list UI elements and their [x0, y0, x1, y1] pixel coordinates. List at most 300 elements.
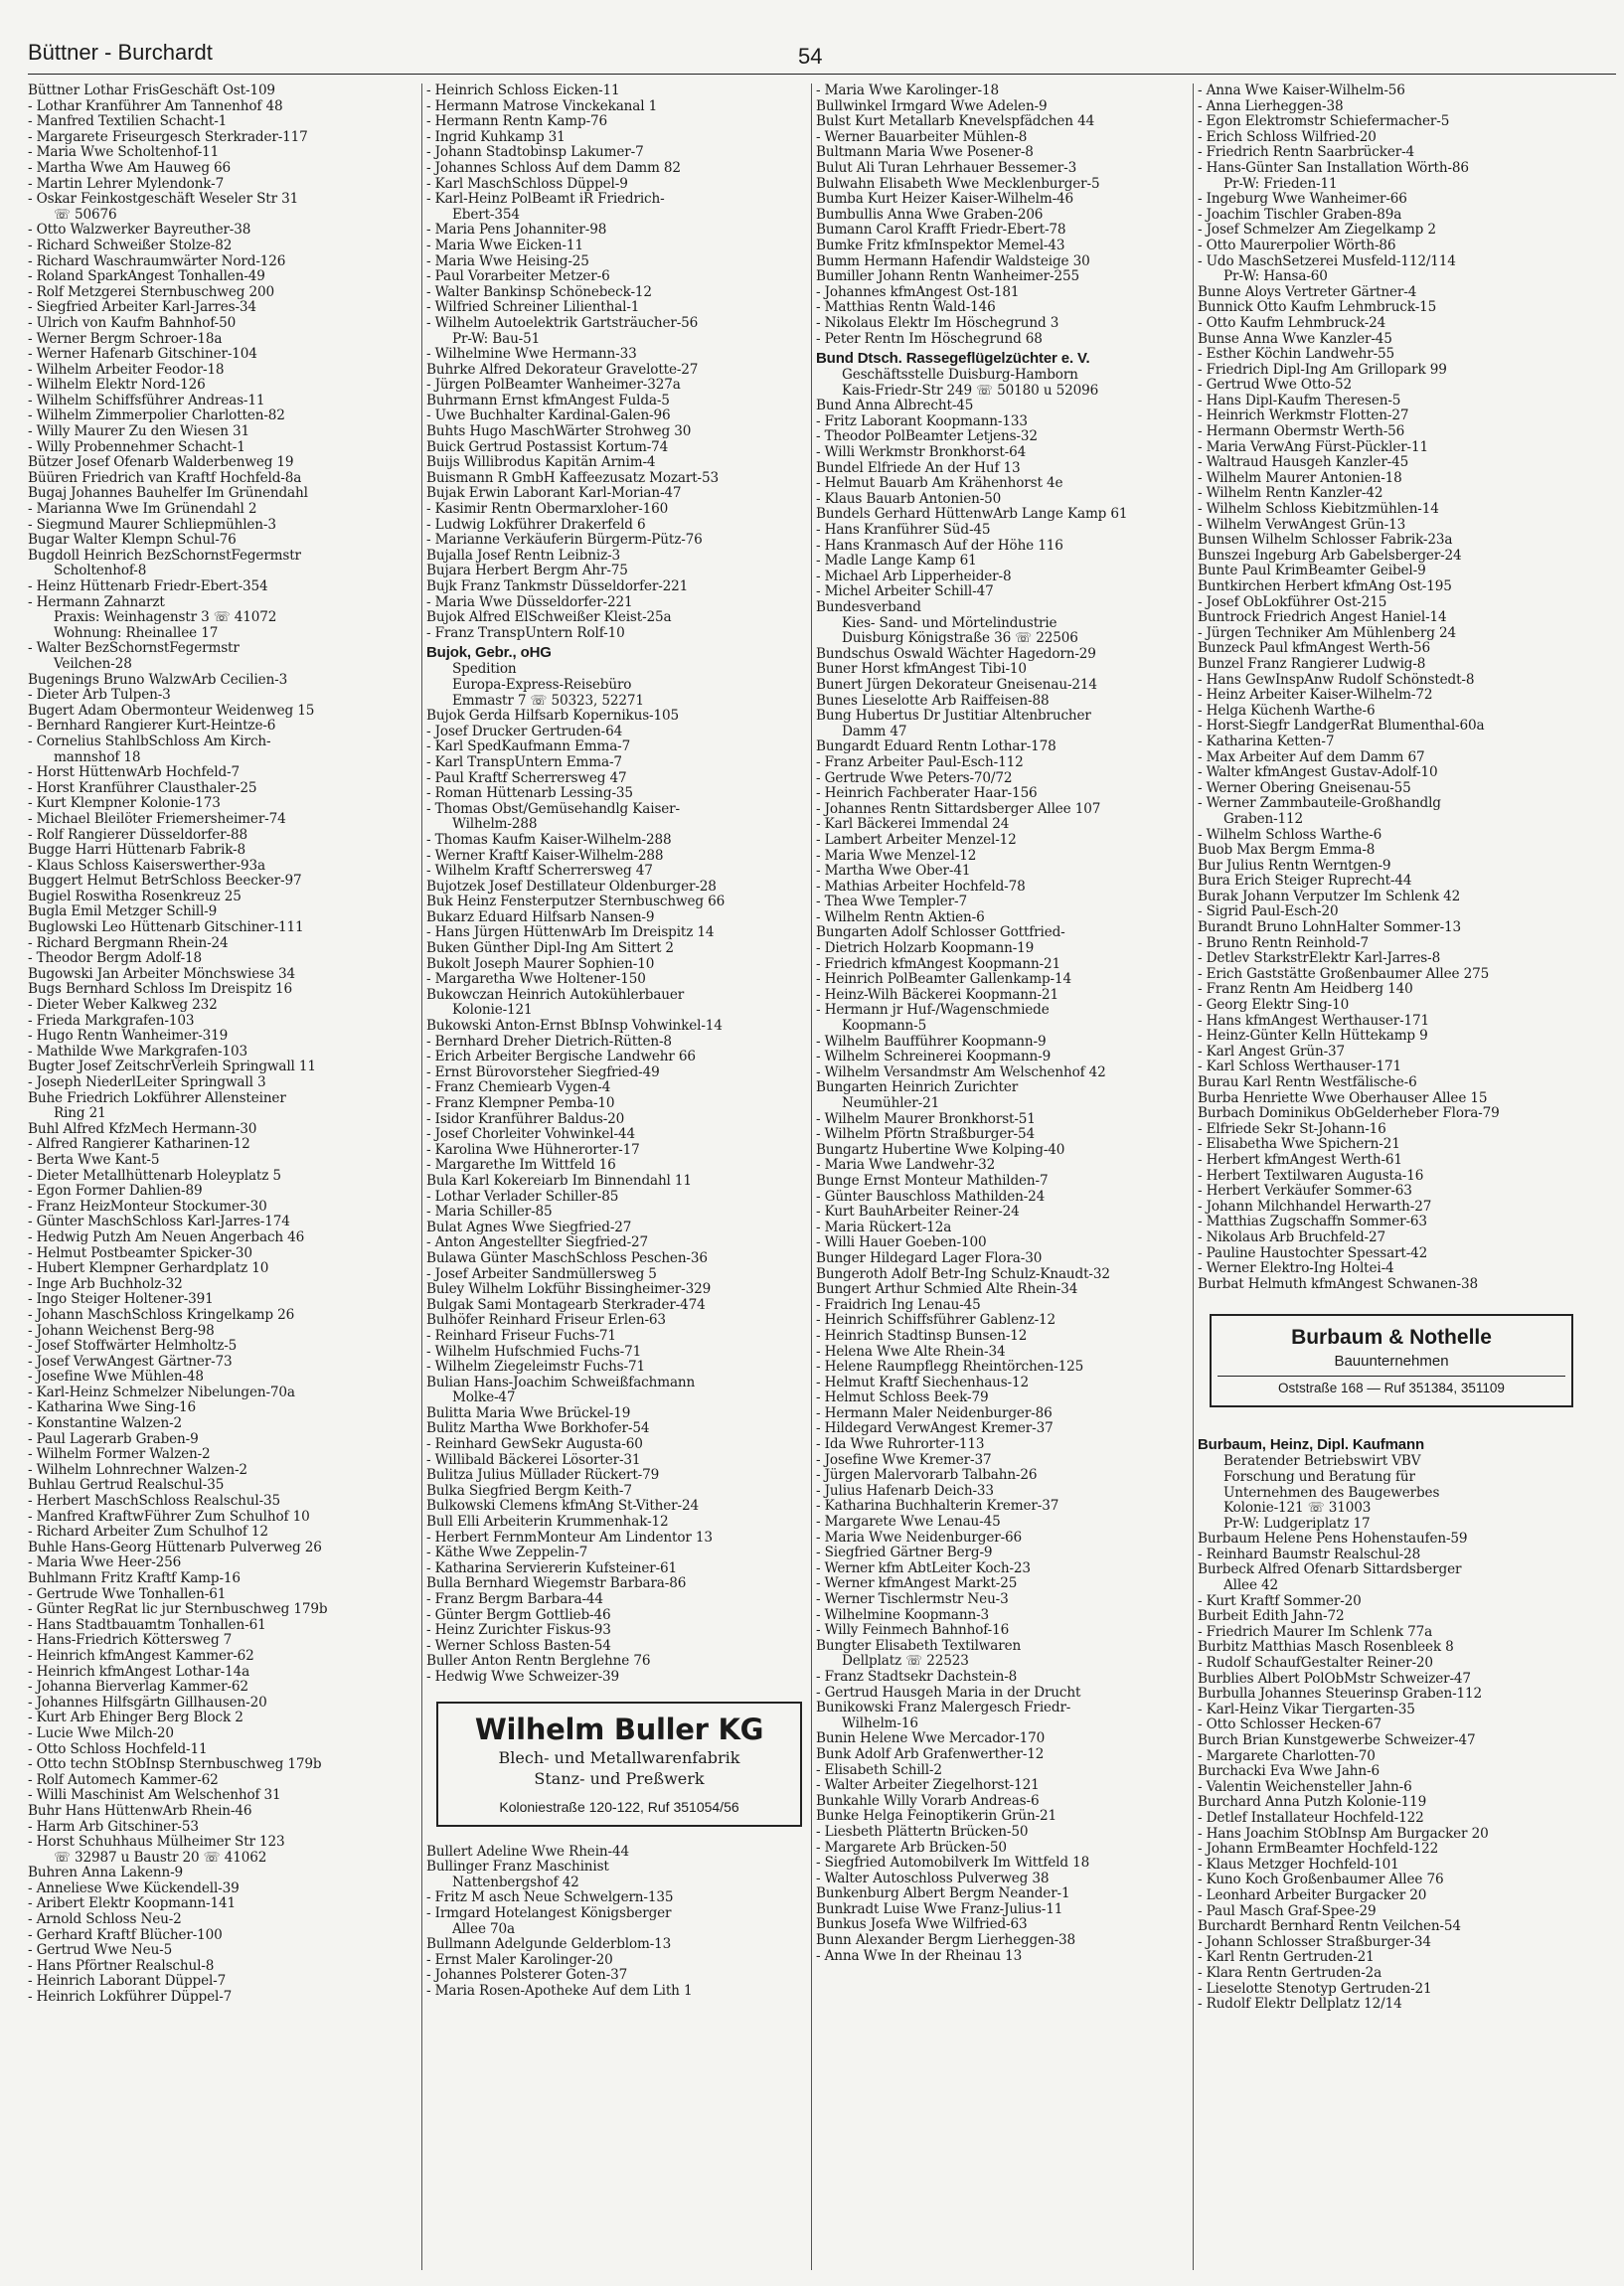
directory-entry: - Theodor Bergm Adolf-18 — [28, 950, 203, 967]
directory-entry: - Wilhelm Arbeiter Feodor-18 — [28, 361, 225, 378]
directory-entry: Bulat Agnes Wwe Siegfried-27 — [426, 1219, 632, 1235]
directory-entry: - Oskar Feinkostgeschäft Weseler Str 31 — [28, 191, 299, 208]
directory-entry: Bulgak Sami Montagearb Sterkrader-474 — [426, 1296, 706, 1313]
directory-entry: - Dieter Metallhüttenarb Holeyplatz 5 — [28, 1167, 281, 1184]
directory-entry: - Johann MaschSchloss Kringelkamp 26 — [28, 1306, 295, 1323]
directory-entry: - Johann Milchhandel Herwarth-27 — [1198, 1198, 1432, 1215]
ad-address: Koloniestraße 120-122, Ruf 351054/56 — [499, 1798, 739, 1815]
directory-entry: Burbeit Edith Jahn-72 — [1198, 1608, 1345, 1625]
directory-entry: Buob Max Bergm Emma-8 — [1198, 842, 1376, 859]
directory-entry: Bullmann Adelgunde Gelderblom-13 — [426, 1936, 672, 1953]
directory-entry: Bungarten Adolf Schlosser Gottfried- — [816, 924, 1065, 941]
directory-entry: - Katharina Buchhalterin Kremer-37 — [816, 1498, 1059, 1515]
directory-entry: Bung Hubertus Dr Justitiar Altenbrucher — [816, 708, 1091, 725]
directory-entry: - Josefine Wwe Mühlen-48 — [28, 1369, 204, 1386]
directory-entry: Bundels Gerhard HüttenwArb Lange Kamp 61 — [816, 506, 1128, 523]
directory-entry: - Helmut Bauarb Am Krähenhorst 4e — [816, 475, 1063, 492]
directory-entry: - Lieselotte Stenotyp Gertruden-21 — [1198, 1980, 1432, 1997]
directory-entry: Unternehmen des Baugewerbes — [1223, 1484, 1440, 1501]
directory-entry: Buggert Helmut BetrSchloss Beecker-97 — [28, 873, 302, 890]
directory-entry: - Heinz Zurichter Fiskus-93 — [426, 1622, 611, 1639]
directory-entry: Burchacki Eva Wwe Jahn-6 — [1198, 1763, 1380, 1780]
directory-entry: - Franz Stadtsekr Dachstein-8 — [816, 1668, 1018, 1685]
directory-entry: - Frieda Markgrafen-103 — [28, 1012, 195, 1029]
directory-entry: Buhren Anna Lakenn-9 — [28, 1865, 184, 1881]
directory-entry: - Friedrich Dipl-Ing Am Grillopark 99 — [1198, 361, 1447, 378]
directory-entry: - Kurt Kraftf Sommer-20 — [1198, 1592, 1362, 1609]
directory-entry: - Margarete Wwe Lenau-45 — [816, 1514, 1001, 1531]
advertisement-burbaum — [1210, 1314, 1573, 1407]
directory-entry: Veilchen-28 — [54, 655, 132, 672]
directory-entry: Buken Günther Dipl-Ing Am Sittert 2 — [426, 940, 674, 957]
directory-entry: Kais-Friedr-Str 249 ☏ 50180 u 52096 — [842, 382, 1099, 399]
directory-entry: - Horst Schuhhaus Mülheimer Str 123 — [28, 1834, 285, 1851]
directory-entry: Bunger Hildegard Lager Flora-30 — [816, 1249, 1043, 1266]
directory-entry: - Hans GewInspAnw Rudolf Schönstedt-8 — [1198, 671, 1475, 688]
directory-entry: - Hedwig Putzh Am Neuen Angerbach 46 — [28, 1228, 305, 1245]
directory-entry: - Richard Schweißer Stolze-82 — [28, 237, 233, 253]
directory-entry: Bujk Franz Tankmstr Düsseldorfer-221 — [426, 578, 689, 594]
ad-title: Burbaum & Nothelle — [1291, 1326, 1492, 1350]
directory-entry: - Liesbeth Plättertn Brücken-50 — [816, 1823, 1029, 1840]
directory-entry: - Marianne Verkäuferin Bürgerm-Pütz-76 — [426, 532, 703, 549]
directory-entry: Bugar Walter Klempn Schul-76 — [28, 532, 237, 549]
directory-entry: - Heinz-Günter Kelln Hüttekamp 9 — [1198, 1028, 1428, 1045]
directory-entry: - Leonhard Arbeiter Burgacker 20 — [1198, 1886, 1427, 1903]
directory-entry: Duisburg Königstraße 36 ☏ 22506 — [842, 630, 1078, 647]
directory-entry: - Kurt Klempner Kolonie-173 — [28, 795, 221, 812]
directory-entry: Bugiel Roswitha Rosenkreuz 25 — [28, 888, 242, 904]
directory-entry: - Heinrich PolBeamter Gallenkamp-14 — [816, 971, 1071, 988]
directory-entry: - Sigrid Paul-Esch-20 — [1198, 903, 1339, 920]
directory-entry: - Richard Bergmann Rhein-24 — [28, 934, 229, 951]
directory-entry: - Werner kfm AbtLeiter Koch-23 — [816, 1559, 1031, 1576]
directory-entry: Buntkirchen Herbert kfmAng Ost-195 — [1198, 578, 1452, 594]
directory-entry: - Wilhelm Hufschmied Fuchs-71 — [426, 1343, 642, 1360]
directory-entry: - Werner Elektro-Ing Holtei-4 — [1198, 1260, 1394, 1277]
directory-entry: - Martha Wwe Am Hauweg 66 — [28, 159, 232, 176]
directory-entry: Bulawa Günter MaschSchloss Peschen-36 — [426, 1249, 708, 1266]
directory-entry: - Egon Former Dahlien-89 — [28, 1183, 203, 1200]
directory-entry: - Fraidrich Ing Lenau-45 — [816, 1296, 981, 1313]
directory-entry: - Wilhelm Schloss Warthe-6 — [1198, 826, 1382, 843]
directory-entry: Allee 70a — [452, 1920, 515, 1937]
directory-entry: - Thomas Obst/Gemüsehandlg Kaiser- — [426, 800, 680, 817]
directory-entry: Bungert Arthur Schmied Alte Rhein-34 — [816, 1281, 1078, 1298]
directory-entry: - Wilhelmine Koopmann-3 — [816, 1606, 990, 1623]
directory-entry: Ring 21 — [54, 1105, 106, 1122]
directory-entry: - Heinz Hüttenarb Friedr-Ebert-354 — [28, 578, 268, 594]
directory-entry: - Otto Schlosser Hecken-67 — [1198, 1716, 1382, 1733]
directory-entry: Burau Karl Rentn Westfälische-6 — [1198, 1074, 1417, 1090]
directory-entry: - Fritz M asch Neue Schwelgern-135 — [426, 1889, 674, 1906]
directory-entry: - Ernst Bürovorsteher Siegfried-49 — [426, 1063, 660, 1080]
directory-entry: Buhr Hans HüttenwArb Rhein-46 — [28, 1802, 252, 1819]
directory-entry: Bunnick Otto Kaufm Lehmbruck-15 — [1198, 299, 1437, 316]
directory-entry: - Heinrich kfmAngest Lothar-14a — [28, 1663, 250, 1680]
directory-entry: - Detlev StarkstrElektr Karl-Jarres-8 — [1198, 950, 1441, 967]
directory-entry: - Lothar Kranführer Am Tannenhof 48 — [28, 97, 283, 114]
directory-entry: - Gertrude Wwe Tonhallen-61 — [28, 1585, 227, 1602]
ad-title: Wilhelm Buller KG — [474, 1712, 764, 1746]
directory-entry: - Willy Probennehmer Schacht-1 — [28, 438, 245, 455]
directory-entry: - Peter Rentn Im Höschegrund 68 — [816, 330, 1043, 347]
directory-entry: mannshof 18 — [54, 748, 141, 765]
directory-entry: - Gertrud Hausgeh Maria in der Drucht — [816, 1684, 1081, 1701]
directory-entry: - Maria Wwe Menzel-12 — [816, 847, 977, 864]
directory-entry: Pr-W: Ludgeriplatz 17 — [1223, 1515, 1371, 1532]
directory-entry: - Georg Elektr Sing-10 — [1198, 997, 1350, 1014]
directory-entry: - Franz Chemiearb Vygen-4 — [426, 1079, 611, 1096]
running-head: Büttner - Burchardt — [28, 40, 213, 65]
directory-entry: - Johann ErmBeamter Hochfeld-122 — [1198, 1841, 1439, 1858]
directory-entry: - Kuno Koch Großenbaumer Allee 76 — [1198, 1872, 1444, 1888]
directory-entry: - Hedwig Wwe Schweizer-39 — [426, 1668, 620, 1685]
directory-entry: Beratender Betriebswirt VBV — [1223, 1453, 1421, 1470]
directory-entry: - Otto Kaufm Lehmbruck-24 — [1198, 314, 1386, 331]
directory-entry: Molke-47 — [452, 1389, 516, 1406]
directory-entry: - Wilhelm Baufführer Koopmann-9 — [816, 1033, 1047, 1050]
directory-entry: - Karl SpedKaufmann Emma-7 — [426, 738, 631, 755]
directory-entry: - Heinrich Lokführer Düppel-7 — [28, 1989, 233, 2006]
directory-entry: - Herbert Textilwaren Augusta-16 — [1198, 1167, 1424, 1184]
directory-entry: - Hans Pförtner Realschul-8 — [28, 1957, 215, 1974]
directory-entry: - Wilhelm Lohnrechner Walzen-2 — [28, 1461, 247, 1478]
directory-entry: - Mathilde Wwe Markgrafen-103 — [28, 1043, 247, 1060]
directory-entry: - Karl TranspUntern Emma-7 — [426, 753, 622, 770]
directory-entry: - Detlef Installateur Hochfeld-122 — [1198, 1809, 1424, 1826]
directory-entry: - Inge Arb Buchholz-32 — [28, 1275, 183, 1292]
directory-entry: - Martha Wwe Ober-41 — [816, 863, 971, 880]
directory-entry: - Josef VerwAngest Gärtner-73 — [28, 1353, 233, 1370]
directory-entry: - Wilhelm Autoelektrik Gartsträucher-56 — [426, 314, 699, 331]
directory-entry: - Werner Kraftf Kaiser-Wilhelm-288 — [426, 847, 664, 864]
directory-entry: Bunsen Wilhelm Schlosser Fabrik-23a — [1198, 532, 1453, 549]
directory-entry: - Wilhelm Schreinerei Koopmann-9 — [816, 1049, 1052, 1065]
directory-entry: - Wilhelm Zimmerpolier Charlotten-82 — [28, 408, 285, 424]
directory-entry: - Johann Weichenst Berg-98 — [28, 1322, 215, 1339]
directory-entry: - Kurt Arb Ehinger Berg Block 2 — [28, 1710, 244, 1726]
directory-entry: - Lambert Arbeiter Menzel-12 — [816, 831, 1017, 848]
directory-entry: Bundschus Oswald Wächter Hagedorn-29 — [816, 645, 1096, 662]
directory-entry: Bugenings Bruno WalzwArb Cecilien-3 — [28, 671, 288, 688]
directory-entry: - Margarete Friseurgesch Sterkrader-117 — [28, 128, 308, 145]
directory-entry: - Kasimir Rentn Obermarxloher-160 — [426, 501, 669, 518]
directory-entry: - Wilhelm Versandmstr Am Welschenhof 42 — [816, 1063, 1106, 1080]
directory-entry: - Werner Bergm Schroer-18a — [28, 330, 223, 347]
directory-entry: Bujara Herbert Bergm Ahr-75 — [426, 563, 628, 579]
directory-entry: - Helga Küchenh Warthe-6 — [1198, 702, 1376, 719]
directory-entry: - Josefine Wwe Kremer-37 — [816, 1451, 992, 1468]
directory-entry: - Herbert kfmAngest Werth-61 — [1198, 1151, 1402, 1168]
directory-entry: - Werner Bauarbeiter Mühlen-8 — [816, 128, 1028, 145]
directory-entry: Bunin Helene Wwe Mercador-170 — [816, 1730, 1046, 1747]
directory-entry: Burbeck Alfred Ofenarb Sittardsberger — [1198, 1561, 1462, 1578]
directory-entry: Bunes Lieselotte Arb Raiffeisen-88 — [816, 692, 1050, 709]
directory-entry: - Werner kfmAngest Markt-25 — [816, 1575, 1018, 1592]
directory-entry: Buijs Willibrodus Kapitän Arnim-4 — [426, 454, 656, 471]
directory-entry: - Maria VerwAng Fürst-Pückler-11 — [1198, 438, 1429, 455]
directory-entry: - Egon Elektromstr Schiefermacher-5 — [1198, 113, 1450, 130]
directory-entry: Bugert Adam Obermonteur Weidenweg 15 — [28, 702, 315, 719]
directory-entry: - Ulrich von Kaufm Bahnhof-50 — [28, 314, 237, 331]
directory-entry: Nattenbergshof 42 — [452, 1874, 579, 1890]
directory-entry: Buick Gertrud Postassist Kortum-74 — [426, 438, 669, 455]
directory-entry: Bullert Adeline Wwe Rhein-44 — [426, 1843, 629, 1860]
directory-entry: - Wilhelm Maurer Antonien-18 — [1198, 469, 1402, 486]
directory-entry: Bundel Elfriede An der Huf 13 — [816, 459, 1021, 476]
directory-entry: - Franz Arbeiter Paul-Esch-112 — [816, 753, 1024, 770]
directory-entry: Bujok Gerda Hilfsarb Kopernikus-105 — [426, 708, 679, 725]
directory-entry: - Karl-Heinz Vikar Tiergarten-35 — [1198, 1701, 1415, 1717]
directory-entry: - Margarete Charlotten-70 — [1198, 1747, 1376, 1764]
directory-column-4 — [1193, 83, 1595, 2270]
directory-entry: - Uwe Buchhalter Kardinal-Galen-96 — [426, 408, 671, 424]
directory-entry: - Siegfried Gärtner Berg-9 — [816, 1545, 993, 1561]
directory-entry: - Josef Arbeiter Sandmüllersweg 5 — [426, 1265, 657, 1282]
directory-entry: ☏ 50676 — [54, 206, 117, 223]
directory-entry: - Wilhelm VerwAngest Grün-13 — [1198, 516, 1406, 533]
directory-entry: Burbitz Matthias Masch Rosenbleek 8 — [1198, 1639, 1454, 1656]
directory-entry: Bunzeck Paul kfmAngest Werth-56 — [1198, 640, 1431, 657]
directory-entry: - Maria Wwe Eicken-11 — [426, 237, 583, 253]
directory-entry: - Günter Bergm Gottlieb-46 — [426, 1606, 611, 1623]
directory-entry: Bunszei Ingeburg Arb Gabelsberger-24 — [1198, 547, 1462, 564]
directory-entry: - Berta Wwe Kant-5 — [28, 1151, 160, 1168]
directory-entry: - Otto techn StObInsp Sternbuschweg 179b — [28, 1756, 322, 1773]
directory-entry: - Franz TranspUntern Rolf-10 — [426, 624, 625, 641]
directory-entry: - Karl Rentn Gertruden-21 — [1198, 1949, 1375, 1966]
directory-entry: Bunkus Josefa Wwe Wilfried-63 — [816, 1916, 1028, 1933]
directory-entry: - Gertrud Wwe Neu-5 — [28, 1942, 173, 1959]
directory-entry: - Wilfried Schreiner Lilienthal-1 — [426, 299, 640, 316]
advertisement-buller — [436, 1702, 802, 1827]
directory-entry: Burbulla Johannes Steuerinsp Graben-112 — [1198, 1686, 1483, 1703]
directory-entry: Büüren Friedrich van Kraftf Hochfeld-8a — [28, 469, 302, 486]
directory-entry: - Johann Stadtobinsp Lakumer-7 — [426, 144, 644, 161]
directory-entry: - Werner Obering Gneisenau-55 — [1198, 779, 1411, 796]
directory-entry: - Gertrud Wwe Otto-52 — [1198, 377, 1353, 394]
directory-entry: Bumiller Johann Rentn Wanheimer-255 — [816, 268, 1079, 285]
directory-entry: - Wilhelm Former Walzen-2 — [28, 1446, 211, 1463]
directory-entry: - Walter Bankinsp Schönebeck-12 — [426, 283, 652, 300]
directory-entry: Buglowski Leo Hüttenarb Gitschiner-111 — [28, 919, 304, 936]
directory-entry: Bugowski Jan Arbeiter Mönchswiese 34 — [28, 965, 295, 982]
directory-entry: - Julius Hafenarb Deich-33 — [816, 1482, 994, 1499]
directory-entry: - Rolf Rangierer Düsseldorfer-88 — [28, 826, 247, 843]
directory-entry: - Anneliese Wwe Kückendell-39 — [28, 1879, 240, 1896]
directory-entry: - Matthias Rentn Wald-146 — [816, 299, 996, 316]
directory-entry: - Johannes Rentn Sittardsberger Allee 107 — [816, 800, 1101, 817]
directory-entry: - Paul Kraftf Scherrersweg 47 — [426, 769, 627, 786]
directory-entry: Bungter Elisabeth Textilwaren — [816, 1637, 1022, 1654]
directory-entry: - Gerhard Kraftf Blücher-100 — [28, 1926, 223, 1943]
directory-entry: Bunse Anna Wwe Kanzler-45 — [1198, 330, 1392, 347]
ad-line: Stanz- und Preßwerk — [534, 1768, 705, 1788]
directory-entry: Burch Brian Kunstgewerbe Schweizer-47 — [1198, 1732, 1476, 1748]
directory-entry: - Valentin Weichensteller Jahn-6 — [1198, 1778, 1412, 1795]
directory-entry: Bumke Fritz kfmInspektor Memel-43 — [816, 237, 1065, 253]
directory-entry: - Gertrude Wwe Peters-70/72 — [816, 769, 1013, 786]
directory-entry: Geschäftsstelle Duisburg-Hamborn — [842, 367, 1078, 384]
directory-entry: - Madle Lange Kamp 61 — [816, 553, 977, 570]
directory-entry: - Esther Köchin Landwehr-55 — [1198, 346, 1395, 363]
directory-entry: - Werner Hafenarb Gitschiner-104 — [28, 346, 257, 363]
directory-entry: - Josef Stoffwärter Helmholtz-5 — [28, 1338, 238, 1355]
directory-entry: Buhlmann Fritz Kraftf Kamp-16 — [28, 1570, 241, 1586]
directory-entry: - Willi Hauer Goeben-100 — [816, 1234, 987, 1251]
directory-entry: - Hans Jürgen HüttenwArb Im Dreispitz 14 — [426, 924, 715, 941]
directory-entry: - Katharina Wwe Sing-16 — [28, 1399, 197, 1416]
page-number: 54 — [798, 44, 823, 69]
directory-entry: - Franz Klempner Pemba-10 — [426, 1095, 615, 1111]
directory-entry: Bulitz Martha Wwe Borkhofer-54 — [426, 1420, 650, 1437]
directory-entry: Burblies Albert PolObMstr Schweizer-47 — [1198, 1670, 1471, 1687]
directory-entry: Bulitza Julius Müllader Rückert-79 — [426, 1467, 660, 1484]
directory-entry: Bukowczan Heinrich Autokühlerbauer — [426, 986, 685, 1003]
directory-entry: Pr-W: Frieden-11 — [1223, 175, 1338, 192]
directory-entry: - Josef ObLokführer Ost-215 — [1198, 593, 1387, 610]
directory-entry: - Franz Rentn Am Heidberg 140 — [1198, 981, 1413, 998]
directory-entry: - Josef Chorleiter Vohwinkel-44 — [426, 1126, 635, 1143]
directory-entry: Bultmann Maria Wwe Posener-8 — [816, 144, 1034, 161]
directory-entry: Bulst Kurt Metallarb Knevelspfädchen 44 — [816, 113, 1095, 130]
directory-entry: - Michael Bleilöter Friemersheimer-74 — [28, 810, 286, 827]
directory-entry: - Erich Gaststätte Großenbaumer Allee 275 — [1198, 965, 1490, 982]
ad-line: Blech- und Metallwarenfabrik — [498, 1747, 740, 1767]
directory-entry: - Hugo Rentn Wanheimer-319 — [28, 1028, 229, 1045]
directory-entry: Bulkowski Clemens kfmAng St-Vither-24 — [426, 1498, 699, 1515]
directory-entry: - Johann Schlosser Straßburger-34 — [1198, 1933, 1431, 1950]
directory-entry: Graben-112 — [1223, 810, 1304, 827]
directory-entry: Bunn Alexander Bergm Lierheggen-38 — [816, 1932, 1076, 1949]
directory-entry: - Helmut Schloss Beek-79 — [816, 1389, 989, 1406]
directory-entry: - Maria Wwe Scholtenhof-11 — [28, 144, 220, 161]
directory-entry: - Bruno Rentn Reinhold-7 — [1198, 934, 1370, 951]
directory-entry: - Ida Wwe Ruhrorter-113 — [816, 1436, 985, 1453]
directory-entry: Bunge Ernst Monteur Mathilden-7 — [816, 1172, 1049, 1189]
directory-entry: Bulitta Maria Wwe Brückel-19 — [426, 1404, 631, 1421]
directory-entry: Burbach Dominikus ObGelderheber Flora-79 — [1198, 1105, 1500, 1122]
directory-entry: Bujak Erwin Laborant Karl-Morian-47 — [426, 485, 682, 502]
directory-entry: - Walter Autoschloss Pulverweg 38 — [816, 1870, 1050, 1886]
directory-entry: - Margaretha Wwe Holtener-150 — [426, 971, 646, 988]
ad-subtitle: Bauunternehmen — [1334, 1353, 1449, 1371]
directory-entry: - Wilhelm Maurer Bronkhorst-51 — [816, 1110, 1036, 1127]
directory-entry: - Arnold Schloss Neu-2 — [28, 1911, 182, 1928]
directory-entry: - Irmgard Hotelangest Königsberger — [426, 1904, 672, 1921]
directory-entry: Bunke Helga Feinoptikerin Grün-21 — [816, 1808, 1057, 1825]
directory-entry: - Heinrich Stadtinsp Bunsen-12 — [816, 1327, 1028, 1344]
directory-entry: Bugdoll Heinrich BezSchornstFegermstr — [28, 547, 301, 564]
directory-entry: Bumm Hermann Hafendir Waldsteige 30 — [816, 252, 1090, 269]
directory-entry: Burba Henriette Wwe Oberhauser Allee 15 — [1198, 1089, 1488, 1106]
directory-entry: - Joachim Tischler Graben-89a — [1198, 206, 1402, 223]
directory-entry: Bugaj Johannes Bauhelfer Im Grünendahl — [28, 485, 308, 502]
directory-entry: - Hans-Friedrich Köttersweg 7 — [28, 1632, 233, 1649]
directory-entry: Bujotzek Josef Destillateur Oldenburger-28 — [426, 878, 717, 895]
directory-entry: - Paul Lagerarb Graben-9 — [28, 1430, 199, 1447]
directory-entry: - Siegfried Automobilverk Im Wittfeld 18 — [816, 1855, 1090, 1872]
directory-entry: - Dieter Arb Tulpen-3 — [28, 687, 171, 704]
directory-entry: - Maria Pens Johanniter-98 — [426, 222, 607, 239]
directory-entry: - Heinrich Werkmstr Flotten-27 — [1198, 408, 1409, 424]
directory-entry: - Herbert MaschSchloss Realschul-35 — [28, 1493, 281, 1510]
directory-entry: - Thomas Kaufm Kaiser-Wilhelm-288 — [426, 831, 672, 848]
directory-entry: Buismann R GmbH Kaffeezusatz Mozart-53 — [426, 469, 719, 486]
directory-entry: - Otto Maurerpolier Wörth-86 — [1198, 237, 1396, 253]
directory-entry: Burak Johann Verputzer Im Schlenk 42 — [1198, 888, 1461, 904]
directory-entry: - Wilhelmine Wwe Hermann-33 — [426, 346, 637, 363]
directory-entry: Buley Wilhelm Lokführ Bissingheimer-329 — [426, 1281, 712, 1298]
directory-entry: - Ingrid Kuhkamp 31 — [426, 128, 566, 145]
directory-entry: Bura Erich Steiger Ruprecht-44 — [1198, 873, 1412, 890]
directory-entry: - Nikolaus Elektr Im Höschegrund 3 — [816, 314, 1059, 331]
directory-entry: - Jürgen Techniker Am Mühlenberg 24 — [1198, 624, 1456, 641]
directory-entry: - Karl-Heinz Schmelzer Nibelungen-70a — [28, 1384, 295, 1400]
directory-entry: - Klara Rentn Gertruden-2a — [1198, 1964, 1382, 1981]
directory-entry: - Helene Raumpflegg Rheintörchen-125 — [816, 1359, 1084, 1376]
directory-entry: Burandt Bruno LohnHalter Sommer-13 — [1198, 919, 1462, 936]
directory-entry: - Günter MaschSchloss Karl-Jarres-174 — [28, 1214, 290, 1230]
directory-entry: - Michel Arbeiter Schill-47 — [816, 583, 994, 600]
directory-entry: - Heinrich Laborant Düppel-7 — [28, 1973, 227, 1990]
directory-entry: - Johanna Bierverlag Kammer-62 — [28, 1679, 248, 1696]
directory-entry: - Friedrich Maurer Im Schlenk 77a — [1198, 1623, 1433, 1640]
directory-entry: - Karl MaschSchloss Düppel-9 — [426, 175, 628, 192]
directory-entry: - Isidor Kranführer Baldus-20 — [426, 1110, 625, 1127]
directory-entry: - Richard Waschraumwärter Nord-126 — [28, 252, 286, 269]
directory-entry: - Karl-Heinz PolBeamt iR Friedrich- — [426, 191, 665, 208]
directory-entry: - Walter kfmAngest Gustav-Adolf-10 — [1198, 764, 1438, 781]
directory-entry: - Jürgen Malervorarb Talbahn-26 — [816, 1467, 1038, 1484]
directory-entry: Buhl Alfred KfzMech Hermann-30 — [28, 1120, 257, 1137]
directory-entry: - Hermann Rentn Kamp-76 — [426, 113, 608, 130]
directory-entry: Bunne Aloys Vertreter Gärtner-4 — [1198, 283, 1417, 300]
directory-entry: - Heinrich kfmAngest Kammer-62 — [28, 1647, 254, 1664]
directory-entry: Büttner Lothar FrisGeschäft Ost-109 — [28, 83, 275, 98]
directory-entry: - Udo MaschSetzerei Musfeld-112/114 — [1198, 252, 1456, 269]
directory-entry: - Richard Arbeiter Zum Schulhof 12 — [28, 1524, 268, 1541]
directory-entry: Wilhelm-288 — [452, 816, 538, 833]
directory-entry: Spedition — [452, 661, 517, 678]
directory-entry: - Hildegard VerwAngest Kremer-37 — [816, 1420, 1054, 1437]
directory-heading: Burbaum, Heinz, Dipl. Kaufmann — [1198, 1436, 1425, 1454]
page-header — [28, 38, 1616, 75]
directory-entry: - Helmut Postbeamter Spicker-30 — [28, 1244, 252, 1261]
directory-entry: Bukolt Joseph Maurer Sophien-10 — [426, 955, 655, 972]
directory-entry: Bunikowski Franz Malergesch Friedr- — [816, 1700, 1071, 1716]
directory-entry: - Wilhelm Pförtn Straßburger-54 — [816, 1126, 1035, 1143]
directory-entry: Bujok Alfred ElSchweißer Kleist-25a — [426, 609, 672, 626]
directory-entry: - Roland SparkAngest Tonhallen-49 — [28, 268, 265, 285]
directory-entry: Bungeroth Adolf Betr-Ing Schulz-Knaudt-32 — [816, 1265, 1110, 1282]
directory-entry: Bujalla Josef Rentn Leibniz-3 — [426, 547, 621, 564]
directory-entry: Ebert-354 — [452, 206, 520, 223]
directory-entry: - Karl Schloss Werthauser-171 — [1198, 1059, 1402, 1075]
directory-entry: - Wilhelm Schloss Kiebitzmühlen-14 — [1198, 501, 1439, 518]
directory-entry: - Wilhelm Ziegeleimstr Fuchs-71 — [426, 1359, 645, 1376]
directory-entry: Buller Anton Rentn Berglehne 76 — [426, 1653, 651, 1670]
directory-entry: - Hermann Maler Neidenburger-86 — [816, 1404, 1053, 1421]
directory-column-1 — [28, 83, 417, 2270]
directory-entry: - Lucie Wwe Milch-20 — [28, 1724, 174, 1741]
directory-entry: Bunk Adolf Arb Grafenwerther-12 — [816, 1745, 1045, 1762]
directory-entry: - Josef Drucker Gertruden-64 — [426, 723, 623, 739]
directory-entry: Bunzel Franz Rangierer Ludwig-8 — [1198, 655, 1426, 672]
directory-entry: Bungardt Eduard Rentn Lothar-178 — [816, 738, 1056, 755]
directory-entry: Buhle Hans-Georg Hüttenarb Pulverweg 26 — [28, 1539, 322, 1555]
